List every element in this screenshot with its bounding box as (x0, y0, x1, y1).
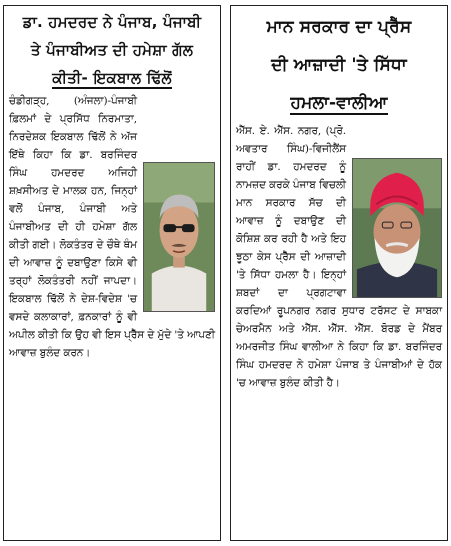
right-body-text: ਐੱਸ. ਏ. ਐੱਸ. ਨਗਰ, (ਪ੍ਰੋ. ਅਵਤਾਰ ਸਿੰਘ)-ਵਿਜੀਲੈਂਸ ਰਾਹੀਂ ਡਾ. ਹਮਦਰਦ ਨੂੰ ਨਾਮਜ਼ਦ ਕਰਕੇ ਪੰਜਾਬ ਵਿਚਲੀ ਮਾਨ ਸਰਕਾਰ ਸੱਚ ਦੀ ਆਵਾਜ਼ ਨੂੰ ਦਬਾਉਣ ਦੀ ਕੋਸ਼ਿਸ਼ ਕਰ ਰਹੀ ਹੈ ਅਤੇ ਇਹ ਝੂਠਾ ਕੇਸ ਪ੍ਰੈੱਸ ਦੀ ਆਜ਼ਾਦੀ 'ਤੇ ਸਿੱਧਾ ਹਮਲਾ ਹੈ। ਇਨ੍ਹਾਂ ਸ਼ਬਦਾਂ ਦਾ ਪ੍ਰਗਟਾਵਾ ਕਰਦਿਆਂ ਰੂਪਨਗਰ ਨਗਰ ਸੁਧਾਰ ਟਰੱਸਟ ਦੇ ਸਾਬਕਾ ਚੇਅਰਮੈਨ ਅਤੇ ਐੱਸ. ਐੱਸ. ਐੱਸ. ਬੋਰਡ ਦੇ ਮੈਂਬਰ ਅਮਰਜੀਤ ਸਿੰਘ ਵਾਲੀਆ ਨੇ ਕਿਹਾ ਕਿ ਡਾ. ਬਰਜਿੰਦਰ ਸਿੰਘ ਹਮਦਰਦ ਨੇ ਹਮੇਸ਼ਾ ਪੰਜਾਬ ਤੇ ਪੰਜਾਬੀਆਂ ਦੇ ਹੱਕ 'ਚ ਆਵਾਜ਼ ਬੁਲੰਦ ਕੀਤੀ ਹੈ। (236, 125, 442, 389)
left-body-text: ਚੰਡੀਗੜ੍ਹ, (ਅੰਜਲਾ)-ਪੰਜਾਬੀ ਫ਼ਿਲਮਾਂ ਦੇ ਪ੍ਰਸਿੱਧ ਨਿਰਮਾਤਾ, ਨਿਰਦੇਸ਼ਕ ਇਕਬਾਲ ਢਿੱਲੋਂ ਨੇ ਅੱਜ ਇੱਥੇ ਕਿਹਾ ਕਿ ਡਾ. ਬਰਜਿੰਦਰ ਸਿੰਘ ਹਮਦਰਦ ਅਜਿਹੀ ਸ਼ਖ਼ਸੀਅਤ ਦੇ ਮਾਲਕ ਹਨ, ਜਿਨ੍ਹਾਂ ਵਲੋਂ ਪੰਜਾਬ, ਪੰਜਾਬੀ ਅਤੇ ਪੰਜਾਬੀਅਤ ਦੀ ਹੀ ਹਮੇਸ਼ਾ ਗੱਲ ਕੀਤੀ ਗਈ। ਲੋਕਤੰਤਰ ਦੇ ਚੌਥੇ ਥੰਮ ਦੀ ਆਵਾਜ਼ ਨੂੰ ਦਬਾਉਣਾ ਕਿਸੇ ਵੀ ਤਰ੍ਹਾਂ ਲੋਕਤੰਤਰੀ ਨਹੀਂ ਜਾਪਦਾ। ਇਕਬਾਲ ਢਿੱਲੋਂ ਨੇ ਦੇਸ਼-ਵਿਦੇਸ਼ 'ਚ ਵਸਦੇ ਕਲਾਕਾਰਾਂ, ਫ਼ਨਕਾਰਾਂ ਨੂੰ ਵੀ ਅਪੀਲ ਕੀਤੀ ਕਿ ਉਹ ਵੀ ਇਸ ਪ੍ਰੈੱਸ ਦੇ ਮੁੱਦੇ 'ਤੇ ਆਪਣੀ ਆਵਾਜ਼ ਬੁਲੰਦ ਕਰਨ। (9, 95, 215, 359)
right-headline (231, 6, 447, 122)
man-with-sunglasses-photo-icon (144, 163, 214, 311)
right-body (231, 122, 447, 392)
right-headline-line-3: ਹਮਲਾ-ਵਾਲੀਆ (290, 93, 388, 113)
left-headline (4, 6, 220, 92)
portrait-photo-iqbal-dhillon (143, 162, 215, 312)
left-body (4, 92, 220, 362)
left-article (3, 5, 221, 541)
left-headline-line-3: ਕੀਤੀ- ਇਕਬਾਲ ਢਿੱਲੋਂ (52, 69, 172, 87)
man-with-turban-photo-icon (353, 159, 441, 297)
portrait-photo-amarjit-singh-walia (352, 158, 442, 298)
left-headline-line-1: ਡਾ. ਹਮਦਰਦ ਨੇ ਪੰਜਾਬ, ਪੰਜਾਬੀ (22, 13, 202, 31)
right-headline-line-2: ਦੀ ਆਜ਼ਾਦੀ 'ਤੇ ਸਿੱਧਾ (271, 55, 407, 75)
right-headline-line-1: ਮਾਨ ਸਰਕਾਰ ਦਾ ਪ੍ਰੈੱਸ (266, 17, 412, 37)
right-article (230, 5, 448, 541)
left-headline-line-2: ਤੇ ਪੰਜਾਬੀਅਤ ਦੀ ਹਮੇਸ਼ਾ ਗੱਲ (30, 41, 194, 59)
